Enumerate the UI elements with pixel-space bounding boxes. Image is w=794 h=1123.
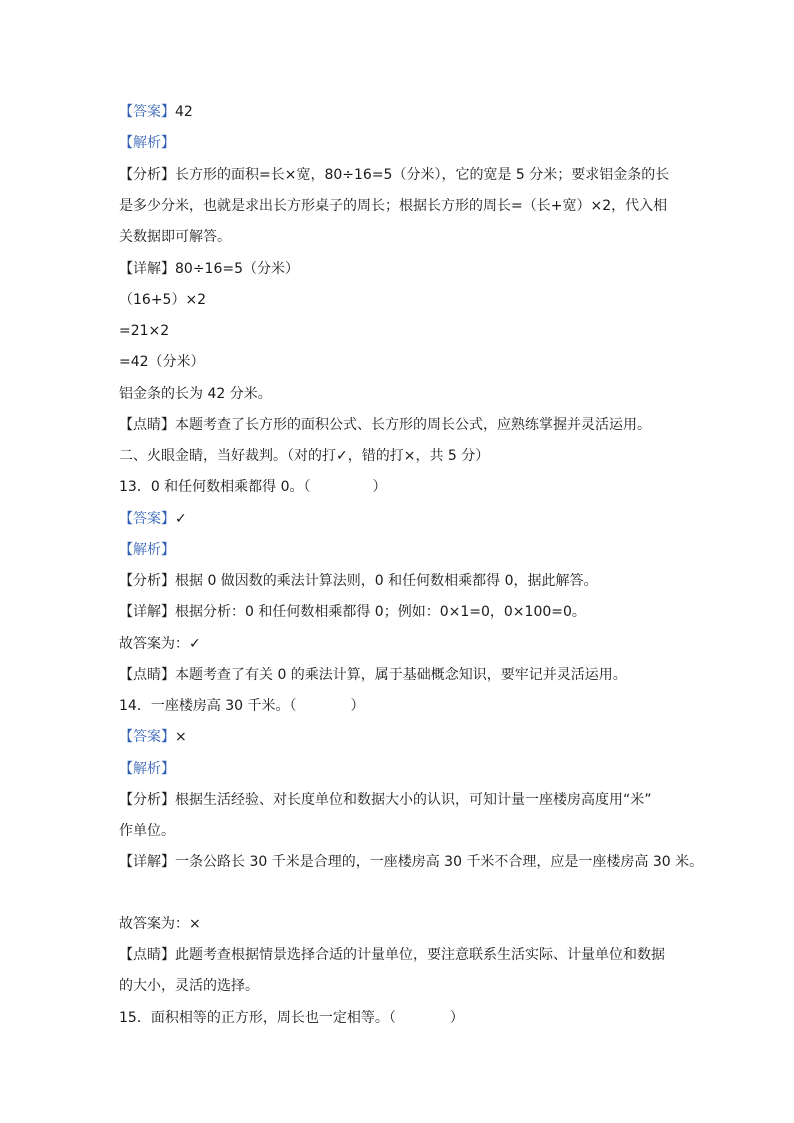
q14-fenxi-line2: 作单位。	[119, 823, 175, 839]
analysis-tag: 【解析】	[119, 761, 175, 777]
q14-analysis-tag	[119, 760, 175, 778]
dianjing-tag: 【点睛】	[119, 417, 175, 433]
answer-value: ×	[175, 729, 187, 745]
q14-dianjing-line2: 的大小，灵活的选择。	[119, 978, 259, 994]
xiangjie-tag: 【详解】	[119, 261, 175, 277]
q12-xiangjie	[119, 260, 299, 278]
fenxi-text: 长方形的面积=长×宽，80÷16=5（分米），它的宽是 5 分米；要求铝金条的长	[175, 167, 670, 183]
fenxi-tag: 【分析】	[119, 167, 175, 183]
q12-calc-line3: =42（分米）	[119, 354, 205, 370]
q13-question	[119, 478, 387, 496]
q12-fenxi	[119, 166, 669, 184]
q12-fenxi-line2: 是多少分米，也就是求出长方形桌子的周长；根据长方形的周长=（长+宽）×2，代入相	[119, 198, 668, 214]
q14-xiangjie	[119, 853, 703, 871]
question-text: 13．0 和任何数相乘都得 0。（	[119, 479, 311, 495]
dianjing-tag: 【点睛】	[119, 947, 175, 963]
question-close: ）	[350, 698, 365, 714]
xiangjie-text: 80÷16=5（分米）	[175, 261, 299, 277]
dianjing-text: 本题考查了有关 0 的乘法计算，属于基础概念知识，要牢记并灵活运用。	[175, 667, 627, 683]
q13-analysis-tag	[119, 541, 175, 559]
fenxi-tag: 【分析】	[119, 792, 175, 808]
xiangjie-text: 根据分析：0 和任何数相乘都得 0；例如：0×1=0，0×100=0。	[175, 604, 586, 620]
answer-tag: 【答案】	[119, 104, 175, 120]
q13-final-answer: 故答案为：✓	[119, 636, 201, 652]
q13-fenxi	[119, 572, 598, 590]
xiangjie-tag: 【详解】	[119, 604, 175, 620]
q13-answer	[119, 510, 187, 528]
question-close: ）	[449, 1010, 464, 1026]
fenxi-text: 根据 0 做因数的乘法计算法则，0 和任何数相乘都得 0，据此解答。	[175, 573, 598, 589]
q12-conclusion: 铝金条的长为 42 分米。	[119, 386, 272, 402]
question-text: 14．一座楼房高 30 千米。（	[119, 698, 297, 714]
xiangjie-text: 一条公路长 30 千米是合理的，一座楼房高 30 千米不合理，应是一座楼房高 30 米。	[175, 854, 704, 870]
answer-value: ✓	[175, 511, 187, 527]
xiangjie-tag: 【详解】	[119, 854, 175, 870]
q12-fenxi-line3: 关数据即可解答。	[119, 229, 231, 245]
q12-dianjing	[119, 416, 651, 434]
q14-dianjing	[119, 946, 665, 964]
q13-xiangjie	[119, 603, 586, 621]
q12-analysis-tag	[119, 134, 175, 152]
q12-answer	[119, 103, 193, 121]
q12-calc-line1: （16+5）×2	[119, 292, 207, 308]
q15-question	[119, 1009, 464, 1027]
dianjing-tag: 【点睛】	[119, 667, 175, 683]
section-heading: 二、火眼金睛，当好裁判。（对的打✓，错的打×，共 5 分）	[119, 448, 490, 464]
dianjing-text: 此题考查根据情景选择合适的计量单位，要注意联系生活实际、计量单位和数据	[175, 947, 665, 963]
answer-value: 42	[175, 104, 193, 120]
q14-question	[119, 697, 365, 715]
fenxi-tag: 【分析】	[119, 573, 175, 589]
q14-fenxi	[119, 791, 652, 809]
answer-tag: 【答案】	[119, 511, 175, 527]
question-text: 15．面积相等的正方形，周长也一定相等。（	[119, 1010, 396, 1026]
q14-answer	[119, 728, 187, 746]
q12-calc-line2: =21×2	[119, 323, 170, 339]
q13-dianjing	[119, 666, 627, 684]
analysis-tag: 【解析】	[119, 135, 175, 151]
question-close: ）	[372, 479, 387, 495]
answer-tag: 【答案】	[119, 729, 175, 745]
dianjing-text: 本题考查了长方形的面积公式、长方形的周长公式，应熟练掌握并灵活运用。	[175, 417, 651, 433]
q14-final-answer: 故答案为：×	[119, 916, 201, 932]
analysis-tag: 【解析】	[119, 542, 175, 558]
fenxi-text: 根据生活经验、对长度单位和数据大小的认识，可知计量一座楼房高度用“米”	[175, 792, 652, 808]
